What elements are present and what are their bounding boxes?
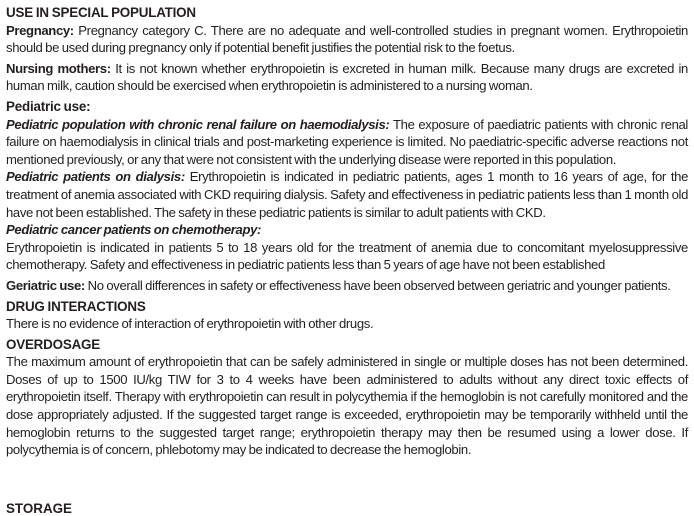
nursing-label: Nursing mothers: [6,60,111,76]
pregnancy-text: Pregnancy category C. There are no adequate and well-controlled studies in pregnant women. Erythropoietin should be used during pregnancy only if potential benefit justifies the potential risk to the foetus. [6,22,688,56]
pediatric-dialysis-text: Erythropoietin is indicated in pediatric patients, ages 1 month to 16 years of age, for the treatment of anemia associated with CKD requiring dialysis. Safety and effectiveness in pediatric patients less than 1 month old have not been established. The safety in these pediatric patients is similar to adult patients with CKD. [6,169,689,220]
heading-special-population: USE IN SPECIAL POPULATION [6,5,196,20]
pediatric-renal-paragraph [6,116,688,169]
pregnancy-paragraph [6,22,688,57]
pediatric-dialysis-paragraph [6,168,688,221]
pediatric-cancer-label: Pediatric cancer patients on chemotherapy: [6,222,262,238]
pediatric-renal-text: The exposure of paediatric patients with chronic renal failure on haemodialysis in clinical trials and post-marketing experience is limited. No paediatric-specific adverse reactions not mentioned previously, or any that were not consistent with the underlying disease were reported in this population. [6,116,688,167]
geriatric-paragraph [6,277,688,295]
heading-overdosage: OVERDOSAGE [6,336,100,352]
geriatric-text: No overall differences in safety or effectiveness have been observed between geriatric and younger patients. [84,277,671,293]
heading-storage-cut-off: STORAGE [6,501,72,516]
geriatric-label: Geriatric use: [6,277,85,293]
document-body [6,4,688,459]
heading-pediatric-use: Pediatric use: [6,98,91,114]
nursing-paragraph [6,60,688,95]
drug-interactions-text: There is no evidence of interaction of erythropoietin with other drugs. [6,316,374,332]
pregnancy-label: Pregnancy: [6,22,74,38]
heading-drug-interactions: DRUG INTERACTIONS [6,298,146,314]
nursing-text: It is not known whether erythropoietin is excreted in human milk. Because many drugs are excreted in human milk, caution should be exercised when erythropoietin is administered to a nursing woman. [6,60,688,94]
overdosage-text: The maximum amount of erythropoietin that can be safely administered in single or multiple doses has not been determined. Doses of up to 1500 IU/kg TIW for 3 to 4 weeks have been administered to adults without any direct toxic effects of erythropoietin itself. Therapy with erythropoietin can result in polycythemia if the hemoglobin is not carefully monitored and the dose appropriately adjusted. If the suggested target range is exceeded, erythropoietin may be temporarily withheld until the hemoglobin returns to the suggested target range; erythropoietin therapy may then be resumed using a lower dose. If polycythemia is of concern, phlebotomy may be indicated to decrease the hemoglobin. [6,354,688,458]
pediatric-cancer-text: Erythropoietin is indicated in patients 5 to 18 years old for the treatment of anemia due to concomitant myelosuppressive chemotherapy. Safety and effectiveness in pediatric patients less than 5 years of age have not been established [6,239,688,273]
pediatric-renal-label: Pediatric population with chronic renal failure on haemodialysis: [6,116,390,132]
pediatric-dialysis-label: Pediatric patients on dialysis: [6,169,185,185]
